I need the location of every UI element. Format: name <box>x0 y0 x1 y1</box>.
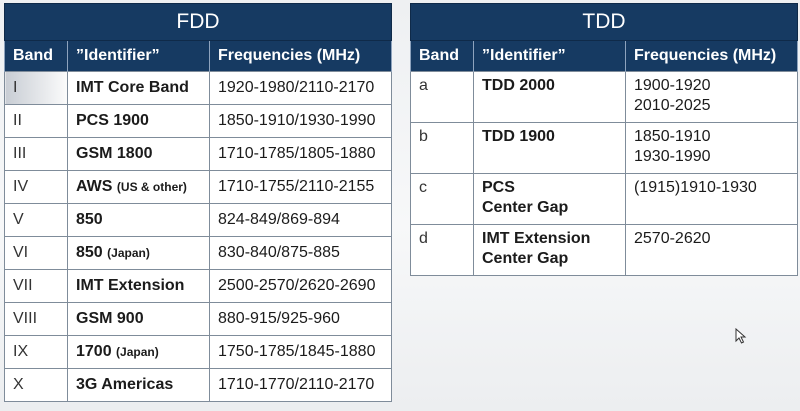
fdd-row <box>5 105 392 138</box>
fdd-header-frequencies: Frequencies (MHz) <box>210 41 392 72</box>
tdd-frequency-cell <box>626 72 798 123</box>
fdd-row <box>5 270 392 303</box>
fdd-identifier: 850 <box>76 244 103 261</box>
tdd-row <box>411 174 798 225</box>
tdd-identifier-cell <box>474 123 626 174</box>
fdd-identifier-cell <box>68 270 210 303</box>
fdd-band-cell: III <box>5 138 68 171</box>
fdd-band-cell: II <box>5 105 68 138</box>
fdd-header-identifier: ”Identifier” <box>68 41 210 72</box>
tdd-row <box>411 72 798 123</box>
fdd-header-band: Band <box>5 41 68 72</box>
tdd-frequency-line: 2010-2025 <box>634 97 711 114</box>
tdd-identifier-line: PCS <box>482 179 515 196</box>
tdd-band-cell: a <box>411 72 474 123</box>
tdd-frequency-cell <box>626 174 798 225</box>
fdd-band-cell: VII <box>5 270 68 303</box>
fdd-frequency-cell: 1850-1910/1930-1990 <box>210 105 392 138</box>
tdd-identifier-cell <box>474 174 626 225</box>
fdd-row <box>5 369 392 402</box>
fdd-identifier: GSM 1800 <box>76 145 153 162</box>
mouse-pointer-icon <box>735 328 747 344</box>
fdd-frequency-cell: 880-915/925-960 <box>210 303 392 336</box>
tdd-identifier-line: IMT Extension <box>482 230 591 247</box>
fdd-row <box>5 336 392 369</box>
fdd-band-cell: VIII <box>5 303 68 336</box>
fdd-identifier-cell <box>68 138 210 171</box>
fdd-frequency-cell: 1750-1785/1845-1880 <box>210 336 392 369</box>
fdd-table <box>4 3 392 402</box>
fdd-band-cell: VI <box>5 237 68 270</box>
tdd-band-cell: c <box>411 174 474 225</box>
fdd-row <box>5 171 392 204</box>
tdd-frequency-cell <box>626 225 798 276</box>
fdd-frequency-cell: 830-840/875-885 <box>210 237 392 270</box>
fdd-identifier: 850 <box>76 211 103 228</box>
fdd-band-cell: X <box>5 369 68 402</box>
fdd-row <box>5 138 392 171</box>
tdd-band-cell: d <box>411 225 474 276</box>
fdd-row <box>5 72 392 105</box>
fdd-identifier-cell <box>68 303 210 336</box>
fdd-identifier: IMT Extension <box>76 277 185 294</box>
fdd-band-cell: IV <box>5 171 68 204</box>
tdd-frequency-line: 1850-1910 <box>634 128 711 145</box>
fdd-identifier-cell <box>68 369 210 402</box>
fdd-identifier-note: (Japan) <box>107 246 150 260</box>
tdd-identifier-line: Center Gap <box>482 250 569 267</box>
fdd-frequency-cell: 824-849/869-894 <box>210 204 392 237</box>
fdd-identifier: 3G Americas <box>76 376 174 393</box>
tdd-header-identifier: ”Identifier” <box>474 41 626 72</box>
fdd-identifier: GSM 900 <box>76 310 144 327</box>
tdd-identifier-cell <box>474 72 626 123</box>
tdd-identifier-line: Center Gap <box>482 199 569 216</box>
tdd-identifier-line: TDD 2000 <box>482 77 555 94</box>
fdd-row <box>5 204 392 237</box>
tdd-frequency-line: 1900-1920 <box>634 77 711 94</box>
fdd-band-cell: IX <box>5 336 68 369</box>
tdd-frequency-line: (1915)1910-1930 <box>634 179 757 196</box>
tdd-header-frequencies: Frequencies (MHz) <box>626 41 798 72</box>
fdd-frequency-cell: 1710-1785/1805-1880 <box>210 138 392 171</box>
fdd-frequency-cell: 1710-1755/2110-2155 <box>210 171 392 204</box>
fdd-identifier-cell <box>68 204 210 237</box>
fdd-identifier: IMT Core Band <box>76 79 189 96</box>
fdd-row <box>5 303 392 336</box>
fdd-identifier: PCS 1900 <box>76 112 149 129</box>
tdd-row <box>411 123 798 174</box>
tdd-row <box>411 225 798 276</box>
fdd-identifier-cell <box>68 105 210 138</box>
fdd-identifier-note: (Japan) <box>116 345 159 359</box>
fdd-identifier-cell <box>68 336 210 369</box>
fdd-band-cell: I <box>5 72 68 105</box>
fdd-identifier-cell <box>68 237 210 270</box>
tdd-header-band: Band <box>411 41 474 72</box>
fdd-frequency-cell: 1710-1770/2110-2170 <box>210 369 392 402</box>
tdd-identifier-line: TDD 1900 <box>482 128 555 145</box>
fdd-frequency-cell: 2500-2570/2620-2690 <box>210 270 392 303</box>
fdd-band-cell: V <box>5 204 68 237</box>
tdd-table <box>410 3 798 276</box>
fdd-identifier-note: (US & other) <box>116 180 187 194</box>
fdd-identifier-cell <box>68 171 210 204</box>
tdd-frequency-line: 2570-2620 <box>634 230 711 247</box>
fdd-identifier: 1700 <box>76 343 112 360</box>
fdd-identifier: AWS <box>76 178 113 195</box>
tdd-identifier-cell <box>474 225 626 276</box>
fdd-row <box>5 237 392 270</box>
fdd-identifier-cell <box>68 72 210 105</box>
tdd-title: TDD <box>411 4 798 41</box>
fdd-frequency-cell: 1920-1980/2110-2170 <box>210 72 392 105</box>
tdd-frequency-line: 1930-1990 <box>634 148 711 165</box>
fdd-title: FDD <box>5 4 392 41</box>
tdd-band-cell: b <box>411 123 474 174</box>
tdd-frequency-cell <box>626 123 798 174</box>
